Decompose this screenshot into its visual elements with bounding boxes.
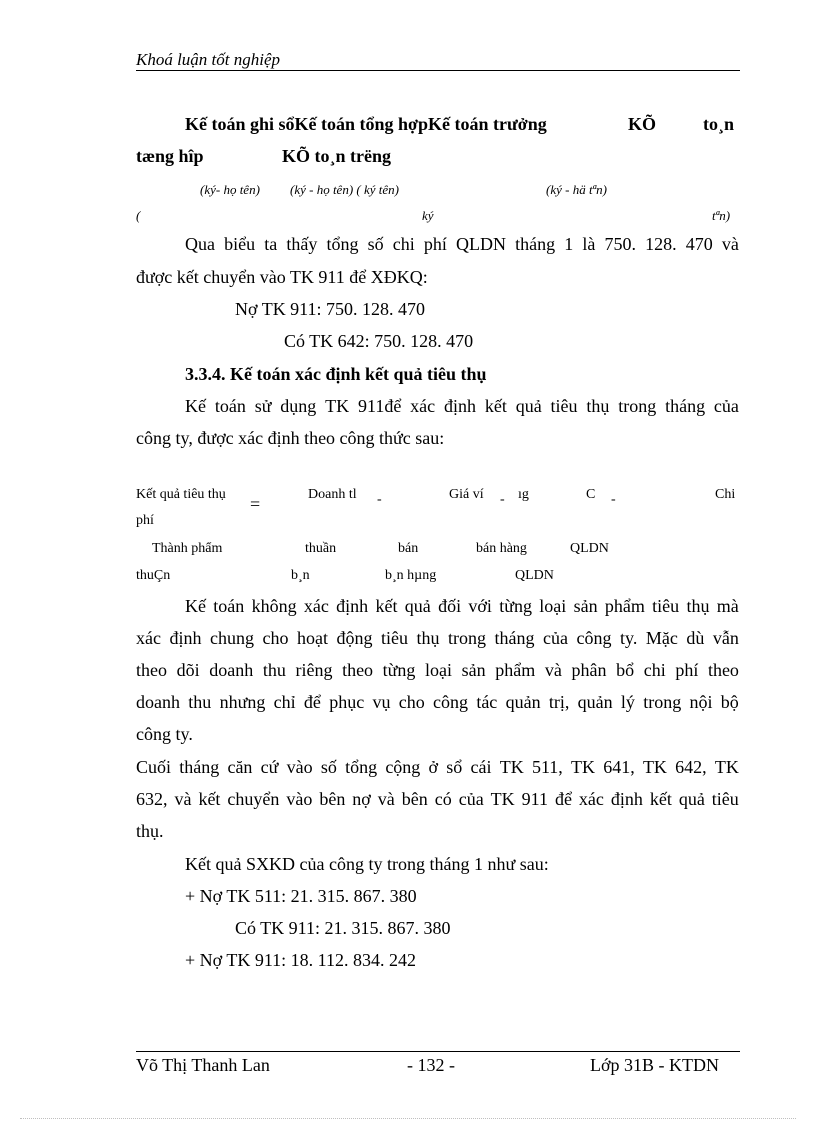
signature-fragment: to¸n [703,114,734,134]
footer-author: Võ Thị Thanh Lan [136,1055,270,1075]
formula-term: Chi [715,487,736,502]
header-rule [136,70,740,71]
formula-term: QLDN [570,541,609,556]
formula-term: QLDN [515,568,554,583]
formula-operator: - [611,492,616,507]
journal-entry-debit: Nợ TK 911: 750. 128. 470 [235,299,426,319]
paragraph-line: công ty. [136,724,193,744]
signature-fragment: tæng hîp [136,146,204,166]
formula-term: ıg [518,487,529,502]
paragraph-line: doanh thu nhưng chỉ để phục vụ cho công tác quản trị, quản lý trong nội bộ [136,692,739,712]
signature-note: (ký - hä tªn) [546,182,607,197]
formula-term: phí [136,513,154,528]
signature-note: ( [136,208,141,223]
paragraph-line: xác định chung cho hoạt động tiêu thụ trong tháng của công ty. Mặc dù vẫn [136,628,739,648]
formula-operator: = [250,494,261,514]
running-header-title: Khoá luận tốt nghiệp [136,50,281,69]
footer-class: Lớp 31B - KTDN [590,1055,720,1075]
journal-entry-credit: Có TK 642: 750. 128. 470 [284,331,474,351]
signature-fragment: KÕ [628,114,657,134]
formula-term: Thành phẩm [152,541,223,556]
formula-term: b¸n [291,568,310,583]
paragraph-line: 632, và kết chuyển vào bên nợ và bên có của TK 911 để xác định kết quả tiêu [136,789,739,809]
formula-term: C [586,487,596,502]
signature-fragment: KÕ to¸n trëng [282,146,391,166]
signature-note: ký [422,208,434,223]
results-entry: + Nợ TK 911: 18. 112. 834. 242 [185,950,417,970]
signature-titles: Kế toán ghi sổKế toán tổng hợpKế toán trưởng [185,114,547,134]
signature-note: tªn) [712,208,731,223]
paragraph-line: công ty, được xác định theo công thức sau: [136,428,445,448]
paragraph-line: Qua biểu ta thấy tổng số chi phí QLDN tháng 1 là 750. 128. 470 và [185,234,739,254]
paragraph-line: Kế toán không xác định kết quả đối với từng loại sản phẩm tiêu thụ mà [185,596,739,616]
formula-term: Doanh tl [308,487,357,502]
formula-term: Giá ví [449,487,484,502]
formula-term: thuần [305,541,337,556]
footer-page-number: - 132 - [407,1055,455,1075]
results-entry: Có TK 911: 21. 315. 867. 380 [235,918,451,938]
signature-note: (ký- họ tên) [200,182,260,197]
formula-term: Kết quả tiêu thụ [136,487,226,502]
formula-operator: - [377,492,382,507]
formula-operator: - [500,492,505,507]
footer-rule [136,1051,740,1052]
paragraph-line: được kết chuyển vào TK 911 để XĐKQ: [136,267,428,287]
paragraph-line: theo dõi doanh thu riêng theo từng loại sản phẩm và phân bổ chi phí theo [136,660,739,680]
formula-term: bán [398,541,419,556]
formula-term: b¸n hµng [385,568,437,583]
results-entry: + Nợ TK 511: 21. 315. 867. 380 [185,886,417,906]
paragraph-line: thụ. [136,821,164,841]
page-edge [20,1118,796,1119]
formula-term: thuÇn [136,568,171,583]
results-intro: Kết quả SXKD của công ty trong tháng 1 như sau: [185,854,549,874]
signature-note: (ký - họ tên) ( ký tên) [290,182,399,197]
paragraph-line: Kế toán sử dụng TK 911để xác định kết quả tiêu thụ trong tháng của [185,396,739,416]
formula-term: bán hàng [476,541,527,556]
paragraph-line: Cuối tháng căn cứ vào số tổng cộng ở sổ cái TK 511, TK 641, TK 642, TK [136,757,739,777]
section-heading: 3.3.4. Kế toán xác định kết quả tiêu thụ [185,364,487,384]
